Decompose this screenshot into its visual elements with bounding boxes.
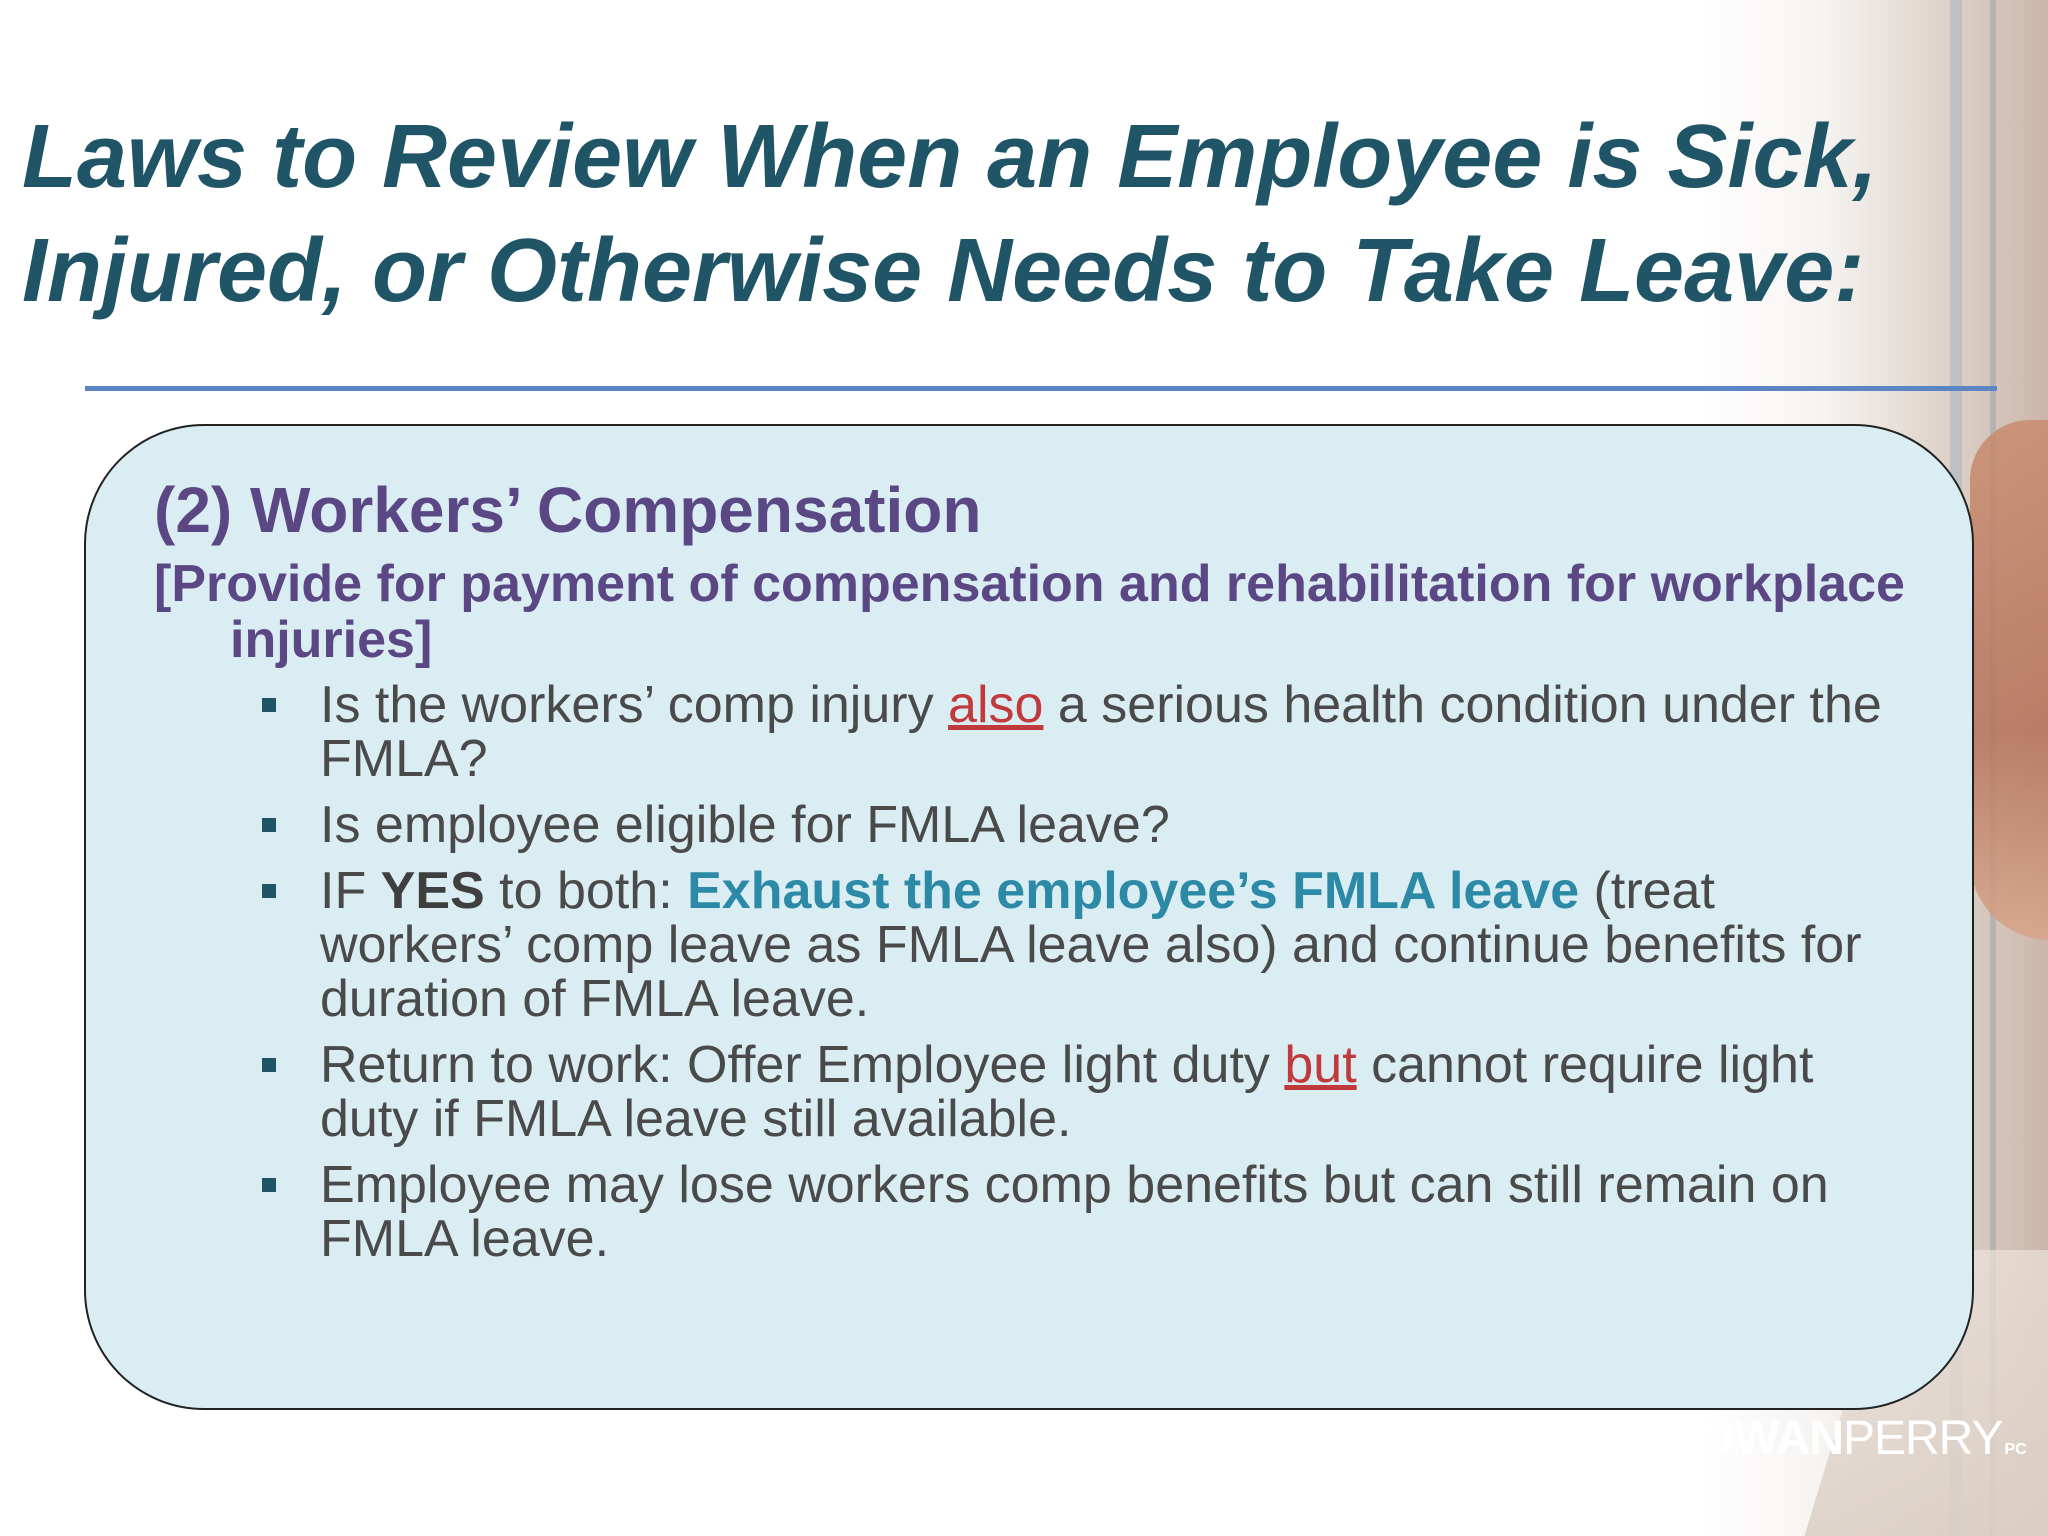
- bullet-text: Return to work: Offer Employee light duty: [320, 1036, 1285, 1094]
- bullet-item: [258, 678, 1918, 786]
- slide-title-line-1: Laws to Review When an Employee is Sick,: [22, 107, 1878, 207]
- bullet-text: IF: [320, 862, 381, 920]
- section-heading: (2) Workers’ Compensation: [154, 474, 982, 546]
- bullet-list: [258, 678, 1918, 1278]
- section-subheading: [Provide for payment of compensation and rehabilitation for workplace injuries]: [154, 555, 1905, 669]
- bullet-text: to both:: [484, 862, 688, 920]
- square-bullet-icon: [262, 1178, 276, 1192]
- bullet-item: [258, 798, 1918, 852]
- square-bullet-icon: [262, 818, 276, 832]
- emphasis-text: also: [948, 676, 1044, 734]
- emphasis-text: but: [1284, 1036, 1357, 1094]
- slide-title-line-2: Injured, or Otherwise Needs to Take Leave:: [22, 221, 1865, 321]
- company-logo: [1664, 1414, 2027, 1464]
- logo-text: COWAN: [1664, 1412, 1843, 1465]
- bold-text: YES: [380, 862, 485, 920]
- bullet-text: Is the workers’ comp injury: [320, 676, 949, 734]
- logo-text: PERRY: [1842, 1412, 2003, 1465]
- bullet-text: (treat workers’ comp leave as FMLA leave also) and continue benefits for duration of FMLA leave.: [320, 862, 1862, 1028]
- square-bullet-icon: [262, 698, 276, 712]
- highlight-text: Exhaust the employee’s FMLA leave: [687, 862, 1580, 920]
- bullet-text: a serious health condition under the FMLA?: [320, 676, 1882, 788]
- bullet-text: Employee may lose workers comp benefits but can still remain on FMLA leave.: [320, 1156, 1829, 1268]
- title-divider: [85, 386, 1997, 391]
- bullet-text: cannot require light duty if FMLA leave still available.: [320, 1036, 1814, 1148]
- square-bullet-icon: [262, 1058, 276, 1072]
- square-bullet-icon: [262, 884, 276, 898]
- logo-suffix: PC: [2004, 1441, 2027, 1458]
- bullet-item: [258, 864, 1918, 1026]
- person-arm: [1970, 420, 2048, 940]
- bullet-text: Is employee eligible for FMLA leave?: [320, 796, 1170, 854]
- bullet-item: [258, 1038, 1918, 1146]
- slide-title: [22, 100, 2022, 328]
- bullet-item: [258, 1158, 1918, 1266]
